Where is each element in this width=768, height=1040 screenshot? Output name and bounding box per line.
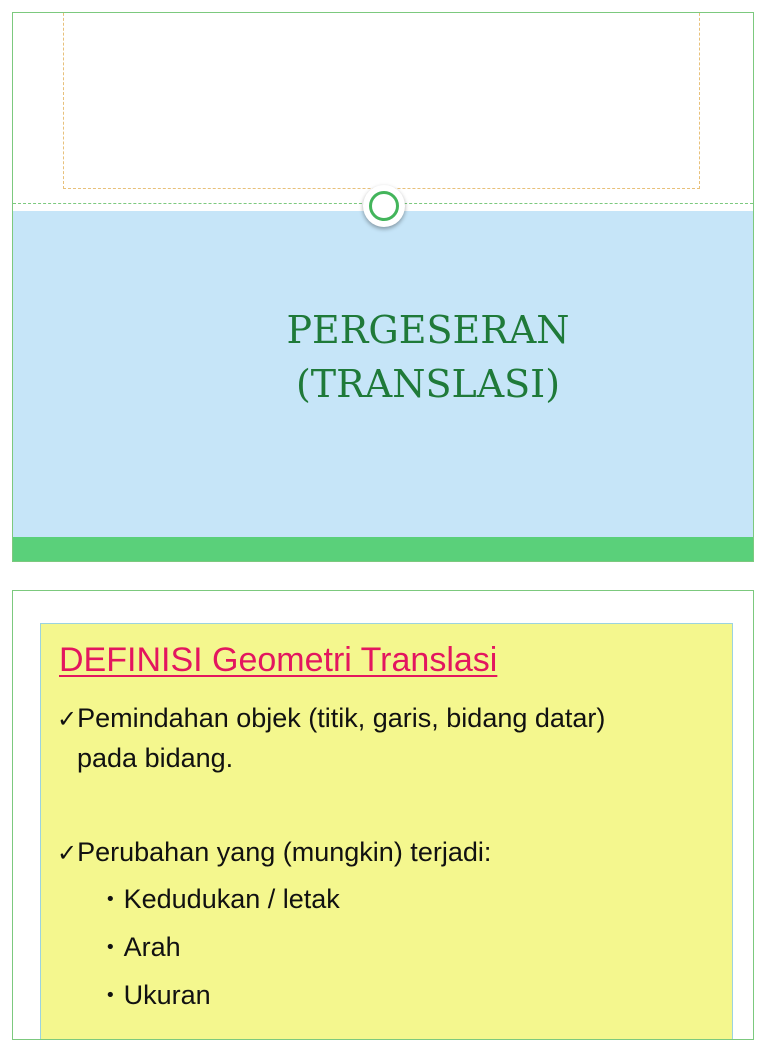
bullet-icon: • [105,985,116,1006]
subitem-text: Ukuran [123,980,211,1010]
point2 [57,832,491,873]
point2-text: Perubahan yang (mungkin) terjadi: [77,837,492,867]
title-slide [12,12,754,562]
definition-box [40,623,733,1040]
subitem [105,927,181,971]
check-icon: ✓ [57,705,78,733]
bullet-icon: • [105,937,116,958]
empty-placeholder-box [63,12,700,189]
subitem [105,975,211,1019]
green-accent-bar [13,537,753,562]
bullet-icon: • [105,889,116,910]
subitem-text: Kedudukan / letak [123,884,340,914]
slide-title-line1: PERGESERAN [286,308,570,352]
slide-title [193,303,663,411]
circle-ornament-icon [363,185,405,227]
circle-ring-icon [369,191,399,221]
point1 [57,698,605,739]
definition-slide [12,590,754,1040]
check-icon: ✓ [57,839,78,867]
subitem [105,879,340,923]
slide-title-line2: (TRANSLASI) [295,362,561,406]
subitem-text: Arah [123,932,181,962]
definition-heading: DEFINISI Geometri Translasi [59,641,498,679]
point1-text-line1: Pemindahan objek (titik, garis, bidang datar) [77,703,606,733]
point1-continued: pada bidang. [77,743,234,773]
